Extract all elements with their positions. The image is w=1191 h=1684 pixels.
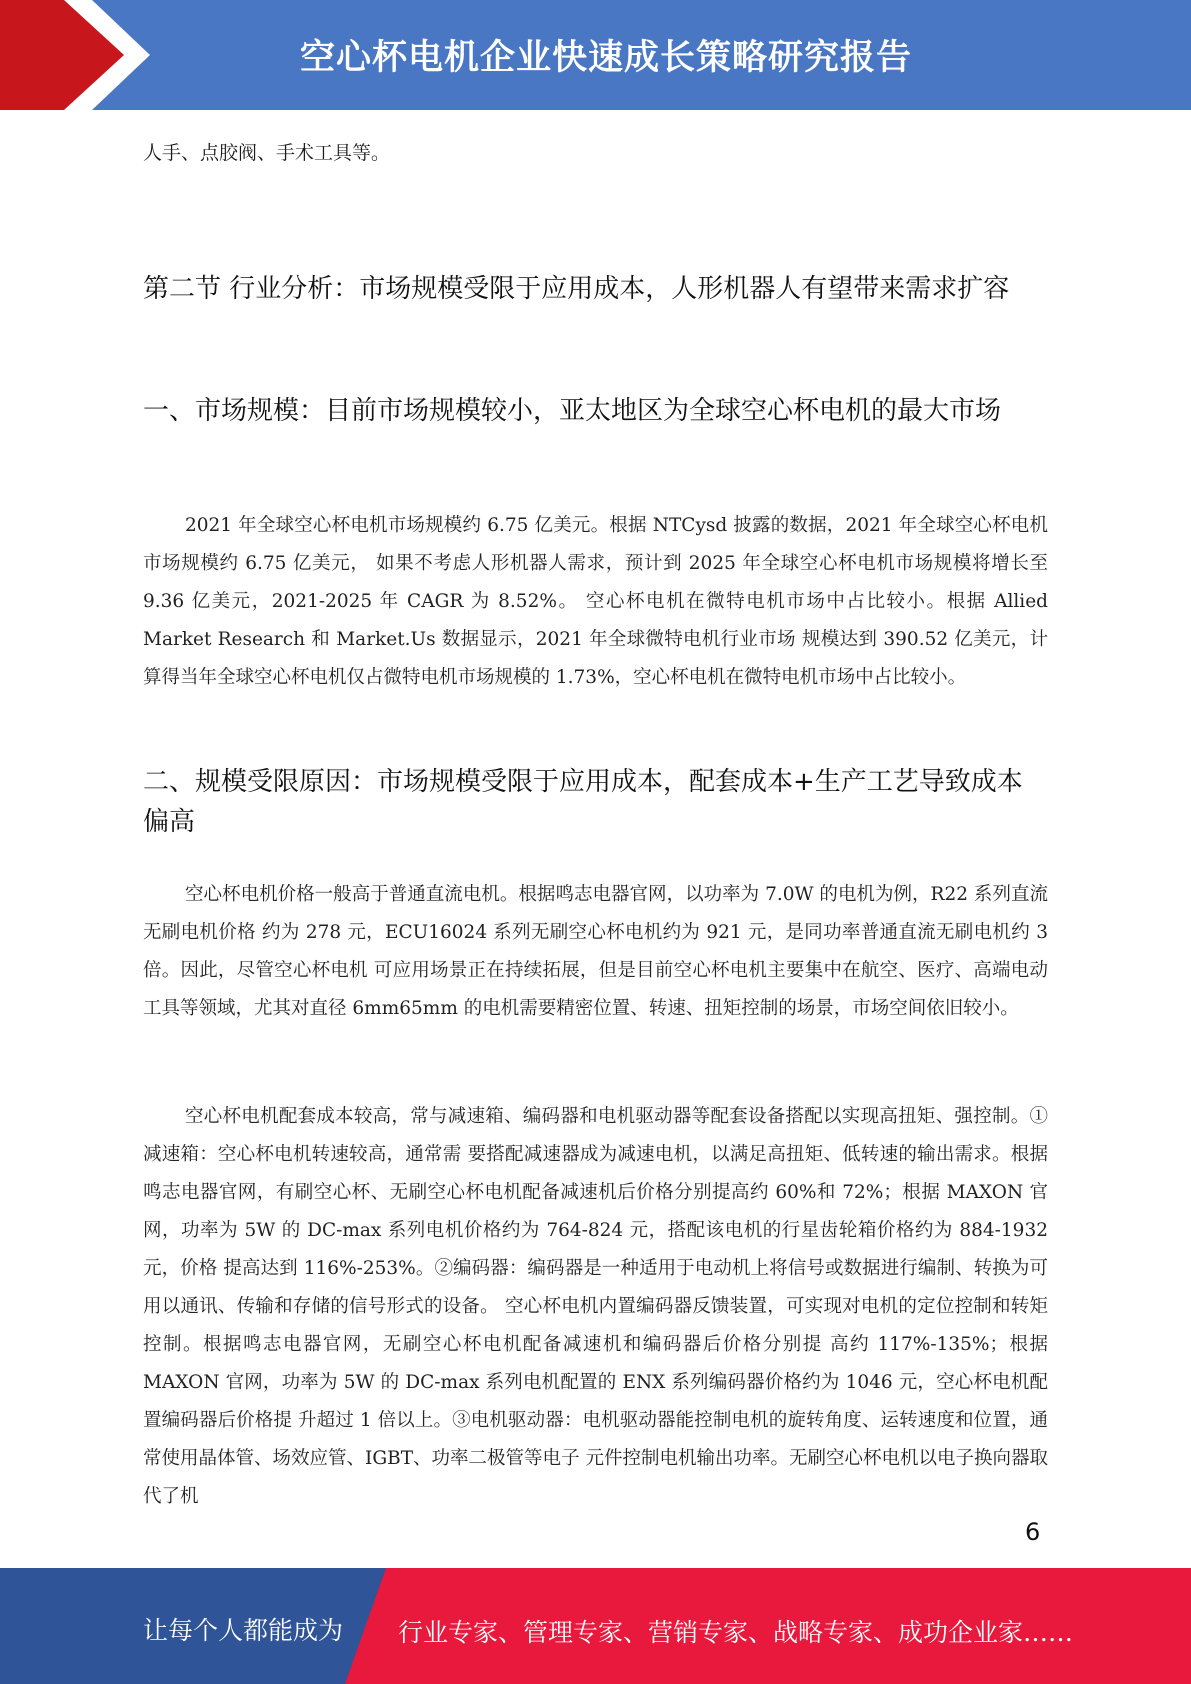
section-heading: 第二节 行业分析：市场规模受限于应用成本，人形机器人有望带来需求扩容 xyxy=(143,274,1010,304)
footer-banner xyxy=(0,1568,1191,1684)
lead-line: 人手、点胶阀、手术工具等。 xyxy=(143,142,391,164)
header-banner xyxy=(0,0,1191,110)
footer-slogan: 让每个人都能成为 xyxy=(143,1616,344,1645)
page-number: 6 xyxy=(1025,1518,1041,1546)
subsection-heading-cost-limits: 二、规模受限原因：市场规模受限于应用成本，配套成本+生产工艺导致成本偏高 xyxy=(143,767,1023,837)
subsection-heading-market-size: 一、市场规模：目前市场规模较小，亚太地区为全球空心杯电机的最大市场 xyxy=(143,396,1002,426)
paragraph-market-size: 2021 年全球空心杯电机市场规模约 6.75 亿美元。根据 NTCysd 披露的数据，2021 年全球空心杯电机市场规模约 6.75 亿美元， 如果不考虑人形机器人需求，预计到 2025 年全球空心杯电机市场规模将增长至 9.36 亿美元，2021-2025 年 CAGR 为 8.52%。 空心杯电机在微特电机市场中占比较小。根据 Allied Market Research 和 Market.Us 数据显示，2021 年全球微特电机行业市场 规模达到 390.52 亿美元，计算得当年全球空心杯电机仅占微特电机市场规模的 1.73%，空心杯电机在微特电机市场中占比较小。 xyxy=(143,515,1048,688)
paragraph-price-comparison: 空心杯电机价格一般高于普通直流电机。根据鸣志电器官网，以功率为 7.0W 的电机为例，R22 系列直流无刷电机价格 约为 278 元，ECU16024 系列无刷空心杯电机约为 921 元，是同功率普通直流无刷电机约 3 倍。因此，尽管空心杯电机 可应用场景正在持续拓展，但是目前空心杯电机主要集中在航空、医疗、高端电动工具等领域，尤其对直径 6mm65mm 的电机需要精密位置、转速、扭矩控制的场景，市场空间依旧较小。 xyxy=(143,884,1048,1019)
report-title: 空心杯电机企业快速成长策略研究报告 xyxy=(300,38,913,78)
paragraph-supporting-costs: 空心杯电机配套成本较高，常与减速箱、编码器和电机驱动器等配套设备搭配以实现高扭矩、强控制。①减速箱：空心杯电机转速较高，通常需 要搭配减速器成为减速电机，以满足高扭矩、低转速的输出需求。根据鸣志电器官网，有刷空心杯、无刷空心杯电机配备减速机后价格分别提高约 60%和 72%；根据 MAXON 官网，功率为 5W 的 DC-max 系列电机价格约为 764-824 元，搭配该电机的行星齿轮箱价格约为 884-1932 元，价格 提高达到 116%-253%。②编码器：编码器是一种适用于电动机上将信号或数据进行编制、转换为可用以通讯、传输和存储的信号形式的设备。 空心杯电机内置编码器反馈装置，可实现对电机的定位控制和转矩控制。根据鸣志电器官网，无刷空心杯电机配备减速机和编码器后价格分别提 高约 117%-135%；根据 MAXON 官网，功率为 5W 的 DC-max 系列电机配置的 ENX 系列编码器价格约为 1046 元，空心杯电机配置编码器后价格提 升超过 1 倍以上。③电机驱动器：电机驱动器能控制电机的旋转角度、运转速度和位置，通常使用晶体管、场效应管、IGBT、功率二极管等电子 元件控制电机输出功率。无刷空心杯电机以电子换向器取代了机 xyxy=(143,1106,1048,1507)
chevron-arrow-icon xyxy=(0,0,160,110)
footer-roles: 行业专家、管理专家、营销专家、战略专家、成功企业家…… xyxy=(398,1618,1074,1647)
